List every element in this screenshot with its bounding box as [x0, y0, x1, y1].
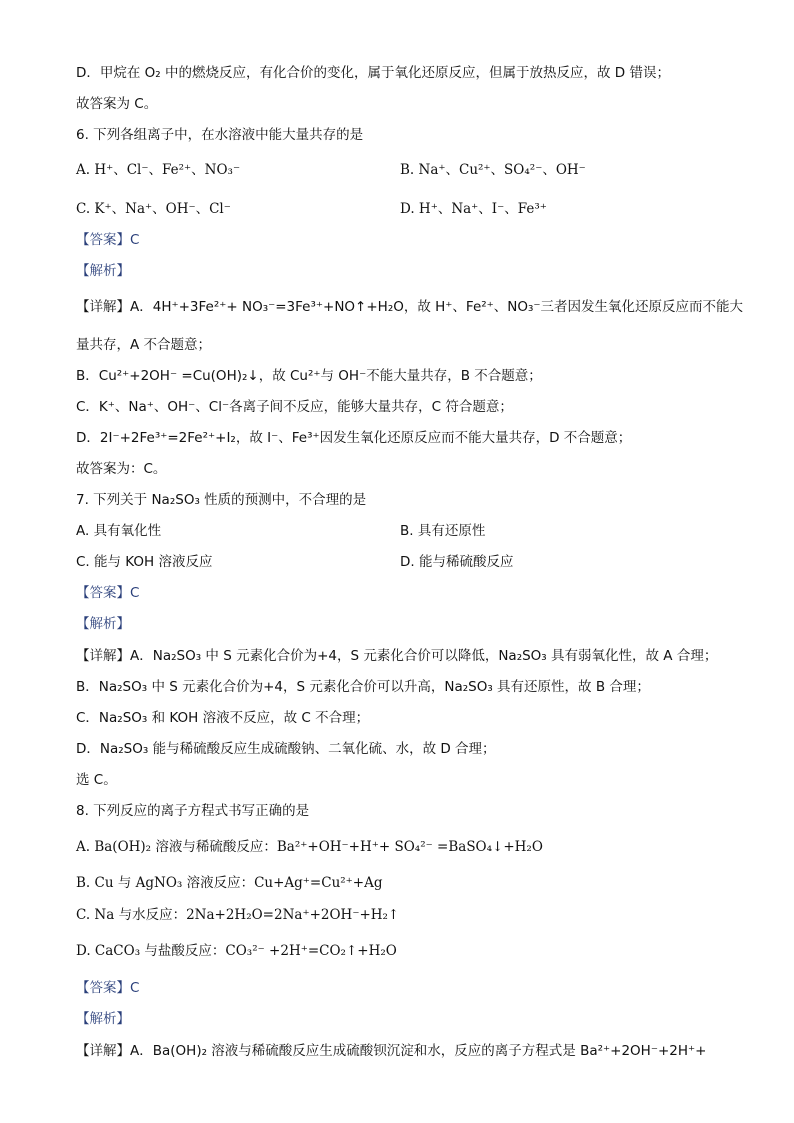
- question-7-stem: 7. 下列关于 Na₂SO₃ 性质的预测中，不合理的是: [76, 492, 367, 508]
- text-line: 故答案为：C。: [76, 461, 167, 477]
- q7-option-a: A. 具有氧化性: [76, 523, 162, 539]
- q7-option-b: B. 具有还原性: [400, 523, 486, 539]
- question-6-stem: 6. 下列各组离子中，在水溶液中能大量共存的是: [76, 127, 364, 143]
- text-line: C．K⁺、Na⁺、OH⁻、Cl⁻各离子间不反应，能够大量共存，C 符合题意；: [76, 399, 513, 415]
- q8-option-d: D. CaCO₃ 与盐酸反应：CO₃²⁻ +2H⁺=CO₂↑+H₂O: [76, 943, 397, 959]
- q7-option-d: D. 能与稀硫酸反应: [400, 554, 514, 570]
- text-line: D．Na₂SO₃ 能与稀硫酸反应生成硫酸钠、二氧化硫、水，故 D 合理；: [76, 741, 496, 757]
- analysis-label: 【解析】: [76, 1011, 130, 1027]
- text-line: C．Na₂SO₃ 和 KOH 溶液不反应，故 C 不合理；: [76, 710, 370, 726]
- q8-option-a: A. Ba(OH)₂ 溶液与稀硫酸反应：Ba²⁺+OH⁻+H⁺+ SO₄²⁻ =BaSO₄↓+H₂O: [76, 839, 543, 855]
- text-line: D．2I⁻+2Fe³⁺=2Fe²⁺+I₂，故 I⁻、Fe³⁺因发生氧化还原反应而不能大量共存，D 不合题意；: [76, 430, 632, 446]
- q6-option-b: B. Na⁺、Cu²⁺、SO₄²⁻、OH⁻: [400, 162, 586, 178]
- text-line: 故答案为 C。: [76, 96, 158, 112]
- text-line: 【详解】A．4H⁺+3Fe²⁺+ NO₃⁻=3Fe³⁺+NO↑+H₂O，故 H⁺、Fe²⁺、NO₃⁻三者因发生氧化还原反应而不能大: [76, 299, 744, 315]
- answer-label: 【答案】C: [76, 232, 140, 248]
- answer-label: 【答案】C: [76, 980, 140, 996]
- text-line: 【详解】A．Na₂SO₃ 中 S 元素化合价为+4，S 元素化合价可以降低，Na₂SO₃ 具有弱氧化性，故 A 合理；: [76, 648, 718, 664]
- text-line: B．Cu²⁺+2OH⁻ =Cu(OH)₂↓，故 Cu²⁺与 OH⁻不能大量共存，B 不合题意；: [76, 368, 542, 384]
- analysis-label: 【解析】: [76, 616, 130, 632]
- question-8-stem: 8. 下列反应的离子方程式书写正确的是: [76, 803, 310, 819]
- q6-option-c: C. K⁺、Na⁺、OH⁻、Cl⁻: [76, 201, 231, 217]
- text-line: 选 C。: [76, 772, 117, 788]
- q6-option-d: D. H⁺、Na⁺、I⁻、Fe³⁺: [400, 201, 547, 217]
- text-line: D．甲烷在 O₂ 中的燃烧反应，有化合价的变化，属于氧化还原反应，但属于放热反应，故 D 错误；: [76, 65, 670, 81]
- text-line: 量共存，A 不合题意；: [76, 337, 212, 353]
- answer-label: 【答案】C: [76, 585, 140, 601]
- q8-option-b: B. Cu 与 AgNO₃ 溶液反应：Cu+Ag⁺=Cu²⁺+Ag: [76, 875, 383, 891]
- q8-option-c: C. Na 与水反应：2Na+2H₂O=2Na⁺+2OH⁻+H₂↑: [76, 907, 400, 923]
- q6-option-a: A. H⁺、Cl⁻、Fe²⁺、NO₃⁻: [76, 162, 241, 178]
- text-line: 【详解】A．Ba(OH)₂ 溶液与稀硫酸反应生成硫酸钡沉淀和水，反应的离子方程式是 Ba²⁺+2OH⁻+2H⁺+: [76, 1043, 707, 1059]
- analysis-label: 【解析】: [76, 263, 130, 279]
- q7-option-c: C. 能与 KOH 溶液反应: [76, 554, 213, 570]
- text-line: B．Na₂SO₃ 中 S 元素化合价为+4，S 元素化合价可以升高，Na₂SO₃ 具有还原性，故 B 合理；: [76, 679, 650, 695]
